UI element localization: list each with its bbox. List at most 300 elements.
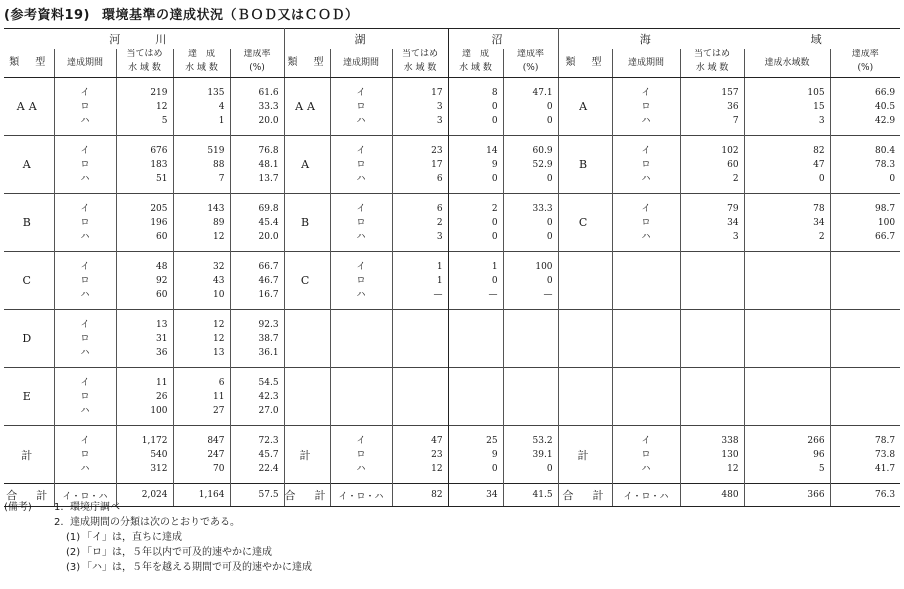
- sea-empty: [612, 310, 680, 368]
- lake-applied-1: 17: [431, 87, 443, 98]
- sea-period: [612, 78, 680, 136]
- lake-rate-2: 0: [546, 275, 553, 286]
- sea-rate: [830, 194, 900, 252]
- lake-type: [284, 252, 330, 310]
- river-applied-3: 51: [156, 173, 168, 184]
- river-applied-2: 183: [150, 159, 168, 170]
- lake-rate: [503, 194, 558, 252]
- period-2: ロ: [356, 275, 366, 286]
- river-achieved-1: 143: [207, 203, 225, 214]
- river-rate-2: 45.4: [258, 217, 279, 228]
- lake-achieved-1: 14: [486, 145, 498, 156]
- period-1: イ: [80, 203, 90, 214]
- period-3: ハ: [641, 115, 651, 126]
- lake-applied-1: 23: [431, 145, 443, 156]
- river-type: [4, 426, 54, 484]
- lake-achieved-2: 0: [491, 275, 498, 286]
- sea-type-text: 計: [577, 448, 593, 462]
- lake-type-text: C: [300, 274, 314, 287]
- sea-rate-2: 100: [877, 217, 896, 228]
- sea-achieved-1: 82: [813, 145, 825, 156]
- lake-empty: [392, 368, 448, 426]
- period-3: ハ: [80, 231, 90, 242]
- river-type: [4, 252, 54, 310]
- river-rate-2: 33.3: [258, 101, 279, 112]
- lake-applied-1: 1: [436, 261, 443, 272]
- sea-type-text: C: [578, 216, 592, 229]
- lake-rate-1: 47.1: [532, 87, 553, 98]
- period-1: イ: [641, 87, 651, 98]
- period-3: ハ: [80, 115, 90, 126]
- total-period-river-text: イ・ロ・ハ: [62, 491, 108, 502]
- period-3: ハ: [356, 463, 366, 474]
- river-rate-2: 46.7: [258, 275, 279, 286]
- river-applied-3: 36: [156, 347, 168, 358]
- period-3: ハ: [356, 173, 366, 184]
- river-rate: [230, 368, 284, 426]
- river-achieved-3: 10: [213, 289, 225, 300]
- note-2-number: 2.: [54, 517, 64, 528]
- lake-type-text: A: [301, 158, 314, 171]
- lake-rate-3: 0: [546, 173, 553, 184]
- lake-applied-2: 17: [431, 159, 443, 170]
- sea-achieved-3: 3: [818, 115, 825, 126]
- lake-achieved: [448, 136, 503, 194]
- river-rate-3: 36.1: [258, 347, 279, 358]
- river-achieved: [173, 136, 230, 194]
- sea-rate: [830, 426, 900, 484]
- lake-applied-3: 12: [431, 463, 443, 474]
- lake-achieved-2: 0: [491, 101, 498, 112]
- period-3: ハ: [356, 231, 366, 242]
- river-achieved: [173, 252, 230, 310]
- lake-achieved-2: 9: [491, 449, 498, 460]
- river-type: [4, 310, 54, 368]
- sea-period: [612, 426, 680, 484]
- period-1: イ: [356, 87, 366, 98]
- river-achieved: [173, 368, 230, 426]
- sea-achieved-1: 266: [807, 435, 825, 446]
- river-type-text: AA: [16, 100, 41, 113]
- note-2-2-number: (2): [66, 547, 81, 558]
- river-rate-1: 61.6: [258, 87, 279, 98]
- period-1: イ: [80, 261, 90, 272]
- sea-rate: [830, 136, 900, 194]
- river-achieved-3: 7: [218, 173, 225, 184]
- sea-rate-3: 0: [889, 173, 896, 184]
- sea-applied-1: 79: [727, 203, 739, 214]
- river-rate-1: 69.8: [258, 203, 279, 214]
- total-applied-sea: [680, 484, 744, 507]
- river-rate: [230, 194, 284, 252]
- sea-empty: [744, 310, 830, 368]
- sea-applied-3: 7: [732, 115, 739, 126]
- lake-period: [330, 78, 392, 136]
- sea-type: [558, 194, 612, 252]
- lake-achieved-2: 0: [491, 217, 498, 228]
- sea-empty: [744, 368, 830, 426]
- col-period-lake: 達成期間: [330, 49, 392, 78]
- lake-applied-2: 23: [431, 449, 443, 460]
- sea-applied-2: 130: [721, 449, 739, 460]
- sea-empty: [558, 310, 612, 368]
- river-achieved-1: 32: [213, 261, 225, 272]
- river-type-text: C: [22, 274, 35, 287]
- table-row: [4, 252, 900, 310]
- period-2: ロ: [80, 217, 90, 228]
- total-period-lake: [330, 484, 392, 507]
- total-period-sea-text: イ・ロ・ハ: [623, 491, 669, 502]
- period-2: ロ: [641, 449, 651, 460]
- river-rate-2: 38.7: [258, 333, 279, 344]
- river-rate-3: 16.7: [258, 289, 279, 300]
- river-applied-3: 100: [150, 405, 168, 416]
- river-applied-2: 31: [156, 333, 168, 344]
- sea-period: [612, 194, 680, 252]
- sea-rate: [830, 78, 900, 136]
- period-2: ロ: [80, 449, 90, 460]
- sea-type-text: A: [579, 100, 592, 113]
- period-1: イ: [80, 435, 90, 446]
- river-rate: [230, 310, 284, 368]
- lake-applied-1: 47: [431, 435, 443, 446]
- sea-empty: [830, 310, 900, 368]
- col-rate-river: 達成率 (%): [230, 49, 284, 78]
- lake-rate-2: 39.1: [532, 449, 553, 460]
- river-achieved-1: 12: [213, 319, 225, 330]
- sea-applied-1: 338: [721, 435, 739, 446]
- river-rate-2: 45.7: [258, 449, 279, 460]
- lake-applied-2: 3: [436, 101, 443, 112]
- river-applied: [116, 252, 173, 310]
- river-applied-2: 12: [156, 101, 168, 112]
- reference-label: (参考資料19): [4, 8, 90, 23]
- total-label-sea-text: 合 計: [562, 489, 608, 502]
- river-achieved-1: 6: [218, 377, 225, 388]
- lake-applied-1: 6: [436, 203, 443, 214]
- table-row: [4, 310, 900, 368]
- group-header-row: [4, 29, 900, 50]
- river-achieved-3: 70: [213, 463, 225, 474]
- table-row: [4, 368, 900, 426]
- river-achieved-3: 13: [213, 347, 225, 358]
- river-rate-1: 72.3: [258, 435, 279, 446]
- note-2-3: 「ハ」は，５年を越える期間で可及的速やかに達成: [82, 562, 312, 573]
- note-1: 環境庁調べ: [70, 502, 120, 513]
- period-3: ハ: [356, 115, 366, 126]
- river-period: [54, 78, 116, 136]
- lake-applied-3: 6: [436, 173, 443, 184]
- lake-empty: [330, 368, 392, 426]
- lake-empty: [448, 310, 503, 368]
- sea-achieved: [744, 426, 830, 484]
- group-sea-left: 海: [558, 29, 744, 50]
- lake-period: [330, 136, 392, 194]
- col-type-river: 類 型: [4, 49, 54, 78]
- total-rate-river-text: 57.5: [258, 490, 279, 500]
- river-type: [4, 136, 54, 194]
- lake-empty: [392, 310, 448, 368]
- period-2: ロ: [356, 101, 366, 112]
- river-achieved-1: 519: [207, 145, 225, 156]
- lake-empty: [503, 310, 558, 368]
- river-rate-3: 20.0: [258, 231, 279, 242]
- river-applied-3: 60: [156, 289, 168, 300]
- col-achieved-sea: 達成水域数: [744, 49, 830, 78]
- total-rate-sea-text: 76.3: [875, 490, 896, 500]
- period-3: ハ: [80, 463, 90, 474]
- river-achieved-2: 88: [213, 159, 225, 170]
- river-applied: [116, 136, 173, 194]
- period-2: ロ: [80, 391, 90, 402]
- period-2: ロ: [641, 101, 651, 112]
- lake-period: [330, 252, 392, 310]
- river-applied-1: 48: [156, 261, 168, 272]
- period-1: イ: [641, 145, 651, 156]
- lake-applied-2: 1: [436, 275, 443, 286]
- lake-achieved: [448, 426, 503, 484]
- lake-rate: [503, 252, 558, 310]
- lake-rate-2: 0: [546, 101, 553, 112]
- river-period: [54, 136, 116, 194]
- total-achieved-sea-text: 366: [807, 490, 825, 500]
- river-period: [54, 368, 116, 426]
- sea-applied: [680, 426, 744, 484]
- river-applied-2: 196: [150, 217, 168, 228]
- sea-empty: [744, 252, 830, 310]
- river-applied-3: 312: [150, 463, 168, 474]
- sea-rate-1: 98.7: [875, 203, 896, 214]
- sea-applied: [680, 194, 744, 252]
- river-achieved-2: 4: [218, 101, 225, 112]
- river-achieved: [173, 310, 230, 368]
- river-rate-1: 76.8: [258, 145, 279, 156]
- river-applied-3: 60: [156, 231, 168, 242]
- sea-rate-1: 80.4: [875, 145, 896, 156]
- sea-achieved-3: 2: [818, 231, 825, 242]
- note-2-1: 「イ」は，直ちに達成: [82, 532, 182, 543]
- lake-empty: [448, 368, 503, 426]
- col-achieved-lake: 達 成 水 域 数: [448, 49, 503, 78]
- sea-type-text: B: [579, 158, 592, 171]
- lake-type-text: 計: [299, 448, 315, 462]
- group-lake-right: 沼: [448, 29, 558, 50]
- period-3: ハ: [641, 173, 651, 184]
- river-rate-2: 48.1: [258, 159, 279, 170]
- sea-empty: [558, 368, 612, 426]
- col-achieved-river: 達 成 水 域 数: [173, 49, 230, 78]
- lake-rate: [503, 136, 558, 194]
- lake-period: [330, 426, 392, 484]
- river-rate-3: 27.0: [258, 405, 279, 416]
- sea-applied-2: 36: [727, 101, 739, 112]
- lake-empty: [284, 368, 330, 426]
- period-1: イ: [641, 203, 651, 214]
- lake-type: [284, 194, 330, 252]
- river-applied-1: 676: [150, 145, 168, 156]
- period-1: イ: [356, 435, 366, 446]
- col-type-lake: 類 型: [284, 49, 330, 78]
- column-header-row: [4, 49, 900, 78]
- period-1: イ: [356, 145, 366, 156]
- sea-applied-2: 34: [727, 217, 739, 228]
- sea-achieved-2: 15: [813, 101, 825, 112]
- table-row: [4, 78, 900, 136]
- notes-label: (備考): [4, 502, 32, 513]
- river-period: [54, 310, 116, 368]
- river-achieved-2: 247: [207, 449, 225, 460]
- period-3: ハ: [80, 289, 90, 300]
- river-applied-3: 5: [161, 115, 168, 126]
- lake-achieved-1: 8: [491, 87, 498, 98]
- river-achieved: [173, 78, 230, 136]
- river-achieved-1: 135: [207, 87, 225, 98]
- river-applied-1: 13: [156, 319, 168, 330]
- total-period-sea: [612, 484, 680, 507]
- river-period: [54, 252, 116, 310]
- table-row: [4, 136, 900, 194]
- total-achieved-river-text: 1,164: [198, 490, 225, 500]
- lake-rate-1: 60.9: [532, 145, 553, 156]
- lake-achieved-3: 0: [491, 115, 498, 126]
- lake-achieved-3: —: [488, 289, 498, 300]
- sea-applied-1: 157: [721, 87, 739, 98]
- sea-applied-1: 102: [721, 145, 739, 156]
- river-rate-3: 22.4: [258, 463, 279, 474]
- lake-applied-3: 3: [436, 115, 443, 126]
- total-rate-lake: [503, 484, 558, 507]
- total-rate-lake-text: 41.5: [532, 490, 553, 500]
- river-achieved-3: 12: [213, 231, 225, 242]
- lake-rate-1: 33.3: [532, 203, 553, 214]
- period-2: ロ: [356, 217, 366, 228]
- period-3: ハ: [80, 173, 90, 184]
- lake-period: [330, 194, 392, 252]
- river-achieved-2: 11: [213, 391, 225, 402]
- river-achieved-2: 12: [213, 333, 225, 344]
- period-1: イ: [641, 435, 651, 446]
- river-rate-1: 66.7: [258, 261, 279, 272]
- river-applied-2: 26: [156, 391, 168, 402]
- lake-rate: [503, 78, 558, 136]
- river-rate-3: 20.0: [258, 115, 279, 126]
- river-applied-2: 540: [150, 449, 168, 460]
- sea-achieved-2: 34: [813, 217, 825, 228]
- lake-rate-2: 52.9: [532, 159, 553, 170]
- total-applied-lake: [392, 484, 448, 507]
- lake-applied: [392, 426, 448, 484]
- lake-applied-3: —: [433, 289, 443, 300]
- period-2: ロ: [356, 159, 366, 170]
- lake-achieved: [448, 252, 503, 310]
- period-2: ロ: [80, 159, 90, 170]
- lake-type-text: AA: [295, 100, 319, 113]
- sea-empty: [558, 252, 612, 310]
- sea-applied-3: 2: [732, 173, 739, 184]
- river-type-text: D: [22, 332, 36, 345]
- lake-achieved: [448, 78, 503, 136]
- sea-achieved: [744, 194, 830, 252]
- sea-applied: [680, 136, 744, 194]
- sea-achieved-1: 78: [813, 203, 825, 214]
- river-type-text: A: [22, 158, 35, 171]
- river-applied: [116, 194, 173, 252]
- river-applied: [116, 426, 173, 484]
- total-achieved-lake: [448, 484, 503, 507]
- total-applied-lake-text: 82: [431, 490, 443, 500]
- total-achieved-sea: [744, 484, 830, 507]
- group-sea-right: 域: [744, 29, 900, 50]
- lake-achieved-1: 25: [486, 435, 498, 446]
- note-2-1-number: (1): [66, 532, 81, 543]
- river-rate: [230, 252, 284, 310]
- group-river: 河 川: [4, 29, 284, 50]
- sea-rate-3: 66.7: [875, 231, 896, 242]
- period-2: ロ: [80, 101, 90, 112]
- lake-achieved-3: 0: [491, 463, 498, 474]
- river-type-text: E: [22, 390, 35, 403]
- total-applied-sea-text: 480: [721, 490, 739, 500]
- lake-achieved-2: 9: [491, 159, 498, 170]
- col-rate-sea: 達成率 (%): [830, 49, 900, 78]
- sea-empty: [680, 310, 744, 368]
- col-applied-sea: 当てはめ 水 域 数: [680, 49, 744, 78]
- lake-type: [284, 136, 330, 194]
- river-achieved-3: 27: [213, 405, 225, 416]
- lake-rate-3: 0: [546, 231, 553, 242]
- sea-type: [558, 426, 612, 484]
- title-text: 環境基準の達成状況（ＢＯＤ又はＣＯＤ）: [101, 8, 359, 23]
- note-2-2: 「ロ」は，５年以内で可及的速やかに達成: [82, 547, 272, 558]
- sea-achieved-3: 0: [818, 173, 825, 184]
- river-achieved: [173, 426, 230, 484]
- table-row: [4, 426, 900, 484]
- period-3: ハ: [356, 289, 366, 300]
- sea-applied: [680, 78, 744, 136]
- lake-achieved: [448, 194, 503, 252]
- lake-rate-3: 0: [546, 115, 553, 126]
- group-lake-left: 湖: [284, 29, 448, 50]
- note-1-number: 1.: [54, 502, 64, 513]
- river-achieved: [173, 194, 230, 252]
- lake-rate-3: 0: [546, 463, 553, 474]
- river-type: [4, 368, 54, 426]
- col-period-sea: 達成期間: [612, 49, 680, 78]
- river-type-text: 計: [21, 448, 37, 462]
- sea-applied-3: 3: [732, 231, 739, 242]
- lake-applied: [392, 252, 448, 310]
- river-rate: [230, 136, 284, 194]
- lake-applied-3: 3: [436, 231, 443, 242]
- col-applied-lake: 当てはめ 水 域 数: [392, 49, 448, 78]
- sea-achieved: [744, 136, 830, 194]
- lake-type: [284, 78, 330, 136]
- achievement-table: [4, 28, 900, 507]
- sea-rate-3: 42.9: [875, 115, 896, 126]
- sea-achieved: [744, 78, 830, 136]
- sea-achieved-1: 105: [807, 87, 825, 98]
- river-rate-2: 42.3: [258, 391, 279, 402]
- total-period-lake-text: イ・ロ・ハ: [338, 491, 384, 502]
- sea-rate-2: 40.5: [875, 101, 896, 112]
- lake-rate-1: 100: [535, 261, 553, 272]
- lake-applied: [392, 194, 448, 252]
- sea-empty: [830, 368, 900, 426]
- river-period: [54, 194, 116, 252]
- sea-type: [558, 136, 612, 194]
- river-rate-3: 13.7: [258, 173, 279, 184]
- lake-empty: [503, 368, 558, 426]
